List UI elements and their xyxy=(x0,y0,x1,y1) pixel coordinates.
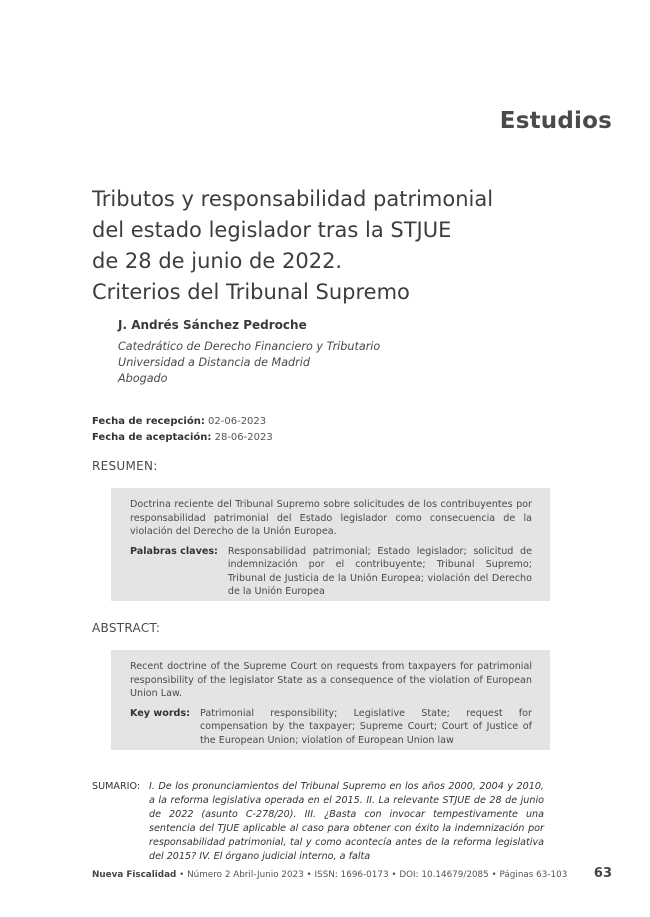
keywords-text: Responsabilidad patrimonial; Estado legislador; solicitud de indemnización por el contribuyente; Tribunal Supremo; Tribunal de Justicia de la Unión Europea; violación del Derecho de la Unión Europea xyxy=(227,545,532,597)
keywords-label: Key words: xyxy=(130,707,190,719)
abstract-heading: ABSTRACT: xyxy=(92,621,161,635)
title-line: Criterios del Tribunal Supremo xyxy=(92,280,410,304)
abstract-text: Recent doctrine of the Supreme Court on requests from taxpayers for patrimonial responsibility of the legislator State as a consequence of the violation of European Union Law. xyxy=(130,661,532,699)
author-affiliation xyxy=(118,339,380,387)
accepted-date-label: Fecha de aceptación: xyxy=(92,432,212,443)
section-label: Estudios xyxy=(499,108,612,134)
received-date-row xyxy=(92,414,273,430)
journal-name: Nueva Fiscalidad xyxy=(92,870,177,880)
sumario-text: I. De los pronunciamientos del Tribunal Supremo en los años 2000, 2004 y 2010, a la reforma legislativa operada en el 2015. II. La relevante STJUE de 28 de junio de 2022 (asunto C-278/20). III. ¿Basta con invocar tempestivamente una sentencia del TJUE aplicable al caso para obtener con éxito la indemnización por responsabilidad patrimonial, tal y como acontecía antes de la reforma legislativa del 2015? IV. El órgano judicial interno, a falta xyxy=(149,781,544,862)
received-date: 02-06-2023 xyxy=(208,416,267,427)
article-title xyxy=(92,184,562,308)
sumario xyxy=(92,780,544,864)
page-number: 63 xyxy=(593,866,612,881)
keywords-text: Patrimonial responsibility; Legislative State; request for compensation by the taxpayer; Supreme Court; Court of Justice of the European Union; violation of European Union law xyxy=(199,707,532,746)
abstract-box xyxy=(111,650,550,750)
resumen-heading: RESUMEN: xyxy=(92,459,158,473)
received-date-label: Fecha de recepción: xyxy=(92,416,205,427)
affiliation-line: Universidad a Distancia de Madrid xyxy=(118,356,310,369)
accepted-date: 28-06-2023 xyxy=(214,432,273,443)
title-line: Tributos y responsabilidad patrimonial xyxy=(92,187,494,211)
author-name: J. Andrés Sánchez Pedroche xyxy=(118,318,307,332)
article-dates xyxy=(92,414,273,446)
journal-details: • Número 2 Abril-Junio 2023 • ISSN: 1696-0173 • DOI: 10.14679/2085 • Páginas 63-103 xyxy=(176,870,568,880)
affiliation-line: Catedrático de Derecho Financiero y Tributario xyxy=(118,340,381,353)
affiliation-line: Abogado xyxy=(118,372,168,385)
page-footer xyxy=(92,870,567,880)
title-line: de 28 de junio de 2022. xyxy=(92,249,343,273)
title-line: del estado legislador tras la STJUE xyxy=(92,218,452,242)
resumen-box xyxy=(111,488,550,601)
keywords-label: Palabras claves: xyxy=(130,545,218,557)
abstract-keywords xyxy=(130,707,532,748)
resumen-text: Doctrina reciente del Tribunal Supremo sobre solicitudes de los contribuyentes por responsabilidad patrimonial del Estado legislador como consecuencia de la violación del Derecho de la Unión Europea. xyxy=(130,499,532,537)
sumario-label: SUMARIO: xyxy=(92,781,141,792)
resumen-keywords xyxy=(130,545,532,599)
accepted-date-row xyxy=(92,430,273,446)
